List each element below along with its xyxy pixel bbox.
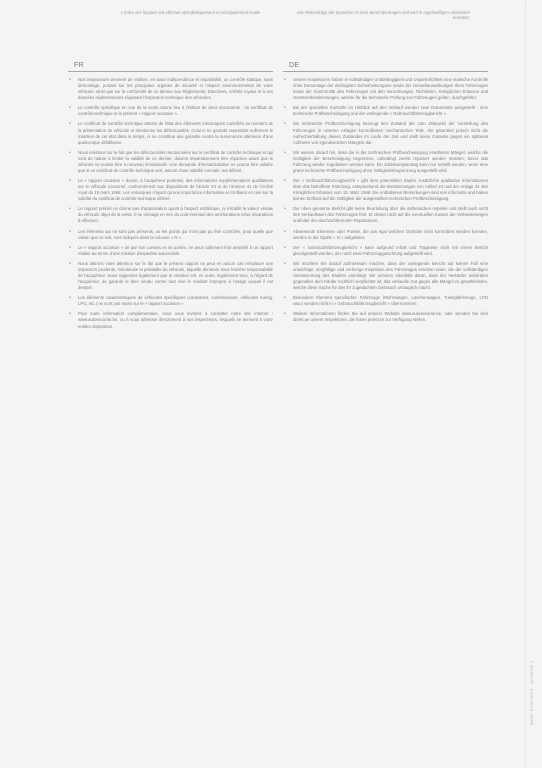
- bullet-icon: •: [69, 260, 71, 267]
- fr-item-text: Le certificat de contrôle technique atteste de l'état des éléments mécaniques contrôlés au moment de la présentation du véhicule et mentionne les défectuosités. Celui-ci ne garantit cependant nullement le maintien de cet état dans le temps, ni ne constitue une garantie contre la survenance ultérieure d'une quelconque défaillance.: [78, 121, 273, 145]
- de-item-text: Der « Gebrauchtfahrzeugbericht » gibt dem potentiellen Käufer zusätzliche qualitative Informationen über das betroffene Fahrzeug, entsprechend der Bestimmungen von Artikel 23 und der Anlage 41 des Königlichen Erlasses vom 15. März 1968. Die enthaltenen Bemerkungen sind rein informativ und haben keinen Einfluss auf die Gültigkeit der ausgestellten technischen Prüfbescheinigung.: [293, 178, 488, 202]
- bullet-icon: •: [284, 295, 286, 302]
- de-list-item: [283, 105, 488, 117]
- de-language-label: DE: [289, 62, 300, 69]
- de-list-item: [283, 206, 488, 224]
- bullet-icon: •: [69, 178, 71, 185]
- bullet-icon: •: [284, 260, 286, 267]
- bullet-icon: •: [69, 105, 71, 112]
- de-header-note: Die Reihenfolge der Sprachen ist dem Beruf übertragen und wird in regelmäßigen Abständen erweitert.: [297, 10, 470, 21]
- fr-item-text: Le « rapport occasion » donne, à l'acquéreur potentiel, des informations supplémentaires qualitatives sur le véhicule concerné, conformément aux dispositions de l'article 23 et de l'annexe 41 de l'Arrêté royal du 15 mars 1968. Les remarques n'ayant qu'une importance informative et n'influent en rien sur la validité du certificat de contrôle technique délivré.: [78, 178, 273, 202]
- fr-item-text: Le rapport précité ne donne pas d'appréciation quant à l'aspect esthétique, ni n'établit la valeur vénale du véhicule objet de la vente. Il ne présage en rien du coût éventuel des améliorations et/ou réparations à effectuer.: [78, 206, 273, 224]
- fr-item-text: Les éléments qui ne sont pas présents, ou les points qui n'ont pas pu être contrôlés, pour quelle que raison que ce soit, sont indiqués dans la colonne « N ».: [78, 228, 273, 240]
- fr-list-item: [68, 105, 273, 117]
- fr-list-item: [68, 245, 273, 257]
- bullet-icon: •: [69, 311, 71, 318]
- de-column-header: [283, 62, 488, 74]
- bullet-icon: •: [69, 77, 71, 83]
- fr-list-item: [68, 261, 273, 291]
- de-item-list: [283, 77, 488, 324]
- fr-list-item: [68, 77, 273, 101]
- fr-header-note: L'ordre des langues est effectué alphabétiquement et principalement inutile: [120, 10, 260, 15]
- de-list-item: [283, 245, 488, 257]
- bullet-icon: •: [284, 149, 286, 156]
- bullet-icon: •: [69, 206, 71, 213]
- fr-item-text: Le contrôle spécifique en vue de la vente donne lieu à l'édition de deux documents : un certificat de contrôle technique et le présent « rapport occasion ».: [78, 105, 273, 117]
- de-item-text: Die technische Prüfbescheinigung bezeugt den Zustand der zum Zeitpunkt der Vorstellung des Fahrzeuges in unseren Anlagen kontrollierten mechanischen Teile. Sie garantiert jedoch nicht die Aufrechterhaltung dieses Zustandes im Laufe der Zeit und stellt keine Garantie gegen ein späteres Auftreten von irgendwelchen Mängeln dar.: [293, 121, 488, 145]
- de-item-text: Der « Gebrauchtfahrzeugbericht » kann aufgrund Inhalt und Tragweite nicht mit einem Bericht gleichgestellt werden, der nach einer Fahrzeuggutachtung aufgestellt wird.: [293, 244, 488, 256]
- fr-item-text: Nous insistons sur le fait que les défectuosités mentionnées sur le certificat de contrôle technique et qui sont de nature à limiter la validité de ce dernier, doivent impérativement être réparées avant que le véhicule ne puisse être à nouveau immatriculé. Une demande d'immatriculation ne pourra être validée que si un certificat de contrôle technique vert, assorti d'une validité normale, est délivré.: [78, 149, 273, 173]
- de-list-item: [283, 295, 488, 307]
- de-item-text: Wir möchten Sie darauf aufmerksam machen, dass der vorliegende Bericht auf keinen Fall eine umsichtige, sorgfältige und vorherige Inspektion des Fahrzeuges ersetzen kann, die der vollständigen Verantwortung des Käufers unterliegt. Wir erinnern ebenfalls daran, dass der Verkäufer außerdem gegenüber dem Käufer rechtlich verpflichtet ist, das verkaufte Gut gegen alle Mängel zu gewährleisten, welche diese Sache für den ihr zugedachten Gebrauch untauglich macht.: [293, 260, 488, 291]
- de-list-item: [283, 229, 488, 241]
- bullet-icon: •: [69, 228, 71, 235]
- fr-list-item: [68, 311, 273, 329]
- de-item-text: Besondere Element spezifischer Fahrzeuge (Wohnwagen, Laschenwagen, Tuningfahrzeuge, LPG usw.) werden nicht in « Gebrauchtfahrzeugbericht » übernommen.: [293, 295, 488, 307]
- bullet-icon: •: [69, 295, 71, 302]
- bullet-icon: •: [284, 105, 286, 112]
- de-list-item: [283, 261, 488, 291]
- bullet-icon: •: [284, 244, 286, 251]
- de-list-item: [283, 77, 488, 101]
- bullet-icon: •: [284, 206, 286, 213]
- de-item-text: Der oben genannte Bericht gibt keine Beurteilung über die ästhetischen Aspekte und stellt auch nicht den Verkaufswert des Fahrzeuges fest. Er deutet nicht auf die eventuellen Kosten der Verbesserungen und/oder der durchzuführenden Reparaturen.: [293, 206, 488, 224]
- fr-list-item: [68, 206, 273, 224]
- de-list-item: [283, 121, 488, 145]
- de-list-item: [283, 150, 488, 174]
- de-item-text: Unsere Inspektoren haben in vollständiger Unabhängigkeit und Unparteilichkeit eine statische Kontrolle ohne Demontage der wichtigsten Sicherheitsorgane sowie der Umweltauswirkungen Ihres Fahrzeuges sowie der Konformität des Fahrzeuges mit den Verordnungen, Richtlinien, Königlichen Erlassen und Gesetzesbestimmungen, welche für die technische Prüfung von Fahrzeugen gelten, durchgeführt.: [293, 77, 488, 101]
- fr-header-rule: [68, 71, 273, 72]
- bullet-icon: •: [69, 244, 71, 251]
- de-item-text: Wir weisen darauf hin, dass die in der technischen Prüfbescheinigung erwähnten Mängel, welche die Gültigkeit der Bescheinigung begrenzen, unbedingt zuerst repariert werden müssen, bevor das Fahrzeug wieder zugelassen werden kann. Ein Zulassungsantrag kann nur erstellt werden, wenn eine grüne technische Prüfbescheinigung ohne Gültigkeitsbegrenzung ausgestellt wird.: [293, 149, 488, 173]
- de-item-text: Weitere Informationen finden Sie auf unserer Website www.autosecurite.be, oder wenden Sie sich direkt an unsere Inspektoren, die Ihnen jederzeit zur Verfügung stellen.: [293, 311, 488, 323]
- bullet-icon: •: [284, 311, 286, 318]
- de-item-text: Bei der speziellen Kontrolle im Hinblick auf den Verkauf werden zwei Dokumente ausgestellt : eine technische Prüfbescheinigung und der vorliegende « Gebrauchtfahrzeugbericht ».: [293, 105, 488, 117]
- de-list-item: [283, 178, 488, 202]
- bullet-icon: •: [284, 178, 286, 185]
- de-header-rule: [283, 71, 488, 72]
- bullet-icon: •: [284, 121, 286, 128]
- fr-list-item: [68, 229, 273, 241]
- side-form-code: MOD. 5/06/2013 - ANNEXE 2: [529, 660, 534, 725]
- de-item-text: Abwesende Elemente oder Punkte, die aus egal welchen Gründen nicht kontrolliert werden konnten, werden in der Spalte « N » aufgelistet.: [293, 228, 488, 240]
- fr-item-text: Nous attirons votre attention sur le fait que le présent rapport ne peut en aucun cas remplacer une inspection prudente, minutieuse et préalable du véhicule, laquelle demeure sous l'entière responsabilité de l'acquéreur. Nous rappelons également que le vendeur est, en outre, légalement tenu, à l'égard de l'acquéreur, de garantir le bien vendu contre tout vice le rendant impropre à l'usage auquel il est destiné.: [78, 260, 273, 291]
- fr-item-text: Les éléments caractéristiques de véhicules spécifiques (caravanes, combinaisons, véhicules tuning, LPG, etc.) ne sont pas repris sur le « rapport occasion ».: [78, 295, 273, 307]
- fr-item-list: [68, 77, 273, 330]
- fr-list-item: [68, 295, 273, 307]
- fr-list-item: [68, 150, 273, 174]
- fold-mark: [525, 0, 526, 768]
- fr-item-text: Le « rapport occasion » de par son contenu et sa portée, ne peut nullement être assimilé à un rapport réalisé au terme d'une mission d'expertise automobile.: [78, 244, 273, 256]
- bullet-icon: •: [284, 228, 286, 235]
- fr-item-text: Nos inspecteurs viennent de réaliser, en toute indépendance et impartialité, un contrôle statique, sans démontage, portant sur les principaux organes de sécurité et l'aspect environnemental de votre véhicule, ainsi que sur la conformité de ce dernier aux Règlements, Directives, Arrêtés royaux et à ses données réglementaires régissant l'inspection technique des véhicules.: [78, 77, 273, 101]
- de-list-item: [283, 311, 488, 323]
- fr-column: [68, 62, 273, 334]
- fr-list-item: [68, 121, 273, 145]
- fr-list-item: [68, 178, 273, 202]
- fr-column-header: [68, 62, 273, 74]
- de-column: [283, 62, 488, 328]
- bullet-icon: •: [69, 149, 71, 156]
- fr-item-text: Pour toute information complémentaire, nous vous invitons à consulter notre site internet : www.autosecurite.be, ou à vous adresser directement à nos inspecteurs, lesquels se tiennent à votre entière disposition.: [78, 311, 273, 329]
- bullet-icon: •: [69, 121, 71, 128]
- bullet-icon: •: [284, 77, 286, 83]
- fr-language-label: FR: [74, 62, 84, 69]
